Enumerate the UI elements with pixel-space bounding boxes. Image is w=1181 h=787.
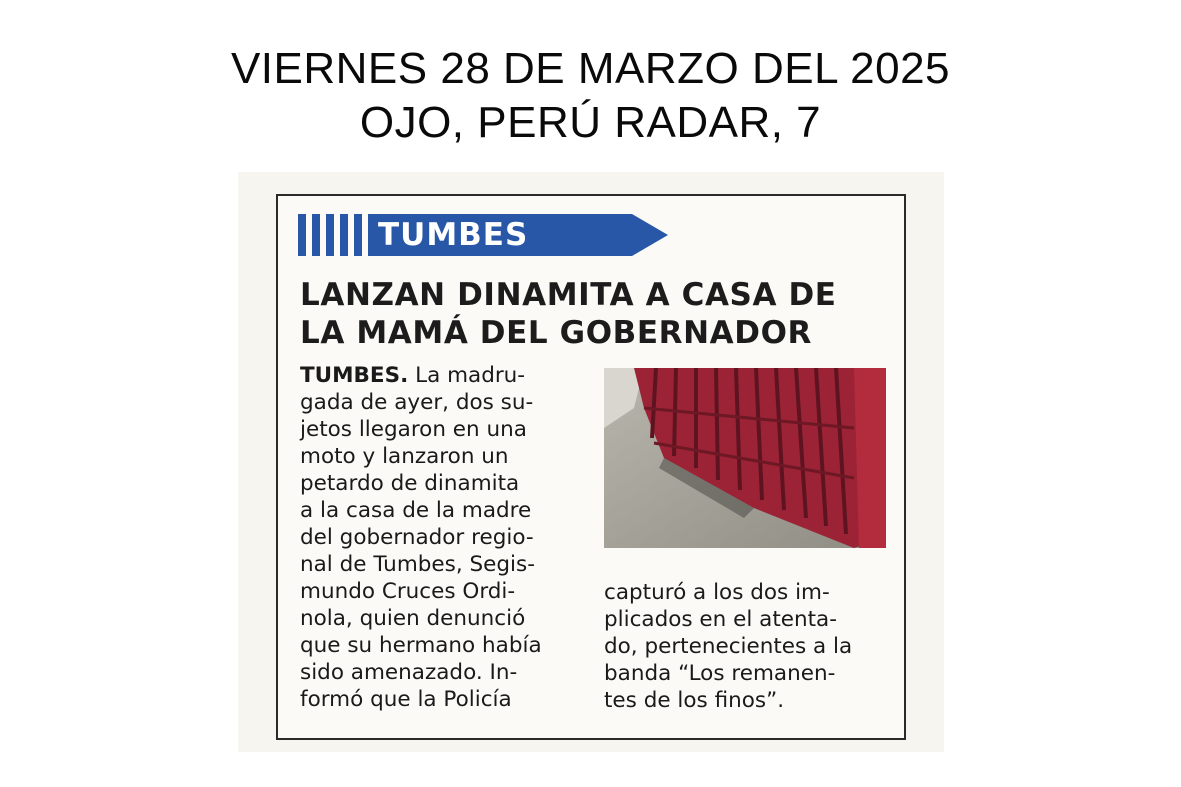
body-line: nola, quien denunció — [300, 606, 526, 631]
body-line: tes de los finos”. — [604, 688, 785, 713]
body-line: moto y lanzaron un — [300, 444, 509, 469]
body-line: nal de Tumbes, Segis- — [300, 552, 535, 577]
body-line: a la casa de la madre — [300, 498, 532, 523]
body-line: petardo de dinamita — [300, 471, 520, 496]
article-left-column — [300, 362, 578, 713]
dateline: TUMBES. — [300, 363, 409, 388]
body-line: jetos llegaron en una — [300, 417, 527, 442]
publication-date: VIERNES 28 DE MARZO DEL 2025 — [230, 44, 951, 93]
section-tag — [298, 214, 738, 256]
article-right-column — [604, 579, 894, 714]
damaged-gate-photo — [604, 368, 886, 548]
body-line — [300, 362, 578, 389]
body-line: banda “Los remanen- — [604, 661, 836, 686]
section-label: TUMBES — [378, 217, 529, 253]
headline-line: LA MAMÁ DEL GOBERNADOR — [300, 315, 813, 351]
headline-line: LANZAN DINAMITA A CASA DE — [300, 277, 837, 313]
section-stripes — [298, 214, 364, 256]
article-photo — [604, 368, 886, 548]
body-line: gada de ayer, dos su- — [300, 390, 534, 415]
clipping-header — [0, 42, 1181, 150]
body-line: do, pertenecientes a la — [604, 634, 853, 659]
body-line: capturó a los dos im- — [604, 580, 830, 605]
body-line: del gobernador regio- — [300, 525, 534, 550]
body-line: formó que la Policía — [300, 687, 512, 712]
body-line-rest: La madru- — [408, 363, 526, 388]
body-line: plicados en el atenta- — [604, 607, 837, 632]
article-box — [276, 194, 906, 740]
article-headline — [300, 276, 890, 352]
body-line: mundo Cruces Ordi- — [300, 579, 516, 604]
publication-source: OJO, PERÚ RADAR, 7 — [359, 98, 822, 147]
body-line: sido amenazado. In- — [300, 660, 518, 685]
body-line: que su hermano había — [300, 633, 542, 658]
